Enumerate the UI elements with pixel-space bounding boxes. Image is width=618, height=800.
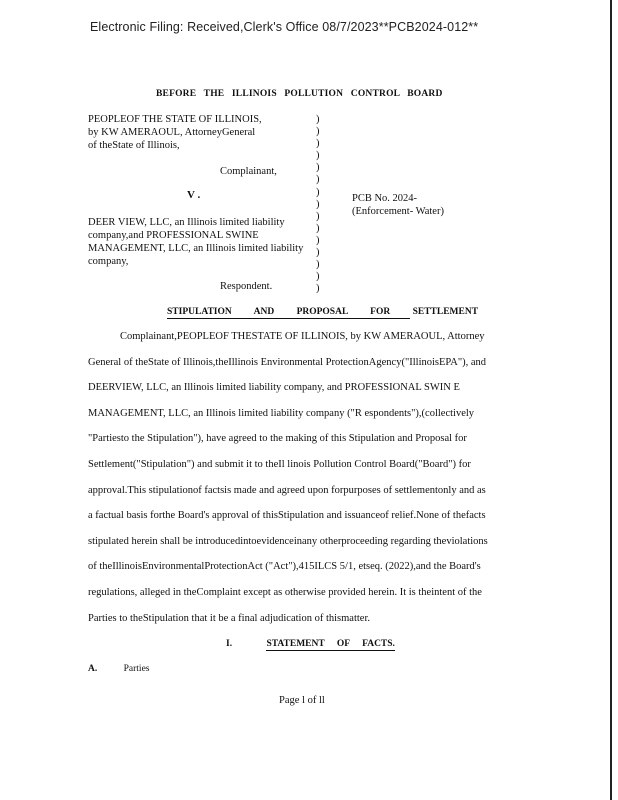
filing-stamp: Electronic Filing: Received,Clerk's Office 08/7/2023**PCB2024-012** (90, 20, 479, 34)
caption-brackets: ) ) ) ) ) ) ) ) ) ) ) ) ) ) ) (316, 114, 320, 295)
case-number: PCB No. 2024- (352, 193, 418, 204)
body-line: Complainant,PEOPLEOF THESTATE OF ILLINOIS, by KW AMERAOUL, Attorney (120, 331, 485, 342)
subsection-letter: A. (88, 664, 98, 674)
body-line: DEERVIEW, LLC, an Illinois limited liability company, and PROFESSIONAL SWIN E (88, 382, 460, 394)
document-title: STIPULATION AND PROPOSAL FOR SETTLEMENT (167, 307, 479, 317)
body-line: General of theState of Illinois,theIllinois Environmental ProtectionAgency("IllinoisEPA"), and (88, 356, 487, 368)
body-line: Parties to theStipulation that it be a final adjudication of thismatter. (88, 612, 370, 624)
body-line: "Partiesto the Stipulation"), have agreed to the making of this Stipulation and Proposal for (88, 433, 467, 445)
complainant-line: PEOPLEOF THE STATE OF ILLINOIS, (88, 114, 262, 125)
case-number-block (352, 192, 444, 218)
section-title: STATEMENT OF FACTS. (266, 639, 395, 649)
respondent-line: company,and PROFESSIONAL SWINE (88, 230, 259, 241)
section-heading (226, 639, 395, 649)
page-footer: Page l of ll (279, 695, 325, 706)
complainant-role: Complainant, (220, 166, 277, 177)
subsection-title: Parties (123, 664, 150, 674)
respondent-line: MANAGEMENT, LLC, an Illinois limited liability (88, 243, 304, 254)
complainant-block (88, 113, 262, 152)
body-line: Settlement("Stipulation") and submit it to theIl linois Pollution Control Board("Board") for (88, 458, 471, 470)
respondent-line: DEER VIEW, LLC, an Illinois limited liability (88, 217, 285, 228)
page-edge-rule (610, 0, 612, 800)
versus-label: V . (187, 189, 201, 201)
body-line: MANAGEMENT, LLC, an Illinois limited liability company ("R espondents"),(collectively (88, 407, 475, 419)
body-line: approval.This stipulationof factsis made and agreed upon forpurposes of settlementonly and as (88, 484, 486, 496)
case-type: (Enforcement- Water) (352, 206, 444, 217)
respondent-line: company, (88, 256, 129, 267)
body-paragraph (88, 330, 520, 637)
body-line: of theIllinoisEnvironmentalProtectionAct ("Act"),415ILCS 5/1, etseq. (2022),and the Board's (88, 561, 481, 573)
section-number: I. (226, 639, 233, 649)
complainant-line: by KW AMERAOUL, AttorneyGeneral (88, 127, 256, 138)
complainant-line: of theState of Illinois, (88, 140, 180, 151)
body-line: a factual basis forthe Board's approval of thisStipulation and issuanceof relief.None of thefacts (88, 510, 486, 522)
respondent-block (88, 216, 303, 268)
respondent-role: Respondent. (220, 281, 273, 292)
body-line: regulations, alleged in theComplaint except as otherwise provided herein. It is theintent of the (88, 586, 482, 598)
subsection-heading (88, 664, 149, 674)
body-line: stipulated herein shall be introducedintoevidenceinany otherproceeding regarding theviolations (88, 535, 488, 547)
court-heading: BEFORE THE ILLINOIS POLLUTION CONTROL BOARD (156, 89, 443, 99)
